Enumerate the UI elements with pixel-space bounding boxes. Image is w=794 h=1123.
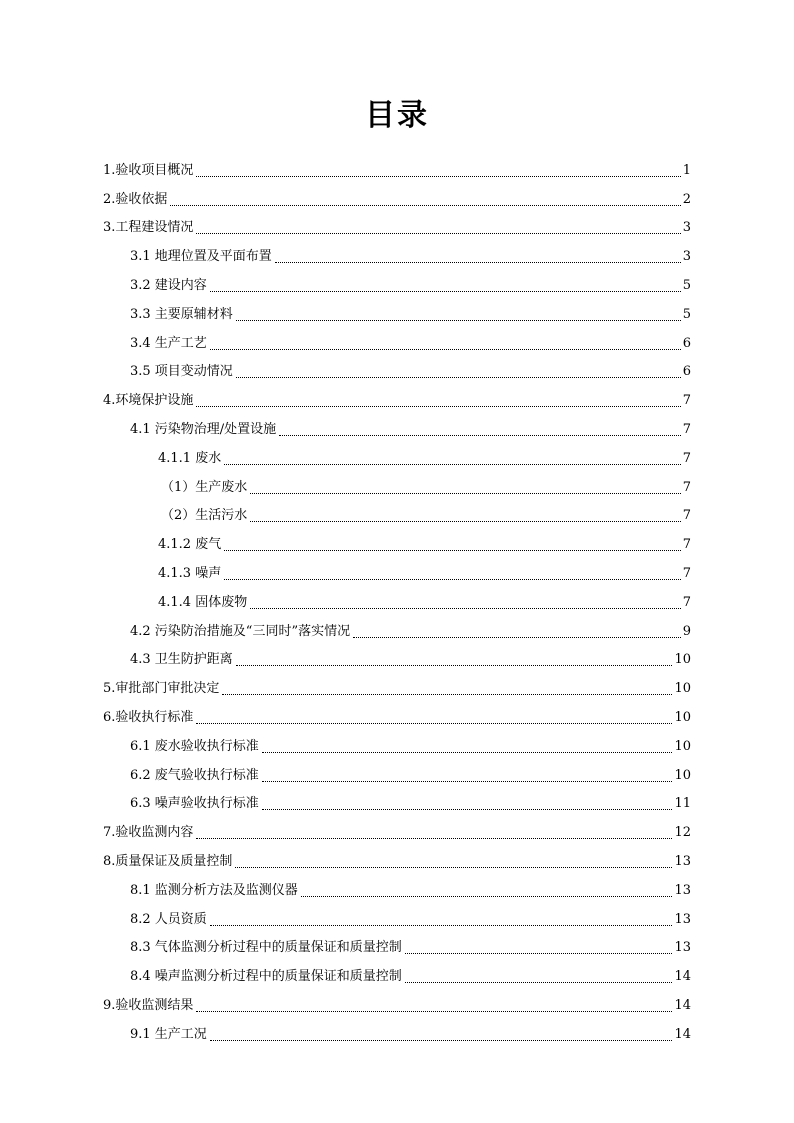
toc-dot-leader: [196, 722, 672, 724]
toc-dot-leader: [210, 924, 673, 926]
toc-entry-page-number: 7: [682, 508, 691, 524]
toc-dot-leader: [250, 607, 681, 609]
toc-entry-page-number: 5: [682, 306, 691, 322]
toc-entry[interactable]: [103, 959, 691, 988]
toc-dot-leader: [235, 866, 672, 868]
toc-entry-label: 6.3 噪声验收执行标准: [130, 796, 259, 812]
toc-entry-label: （1）生产废水: [161, 479, 248, 495]
toc-entry-label: 6.1 废水验收执行标准: [130, 738, 259, 754]
toc-entry-label: 3.1 地理位置及平面布置: [130, 249, 272, 265]
toc-dot-leader: [236, 376, 681, 378]
toc-dot-leader: [250, 492, 680, 494]
toc-entry-page-number: 7: [682, 565, 691, 581]
toc-entry[interactable]: [103, 153, 691, 182]
toc-entry-label: 4.1.1 废水: [158, 450, 222, 466]
toc-dot-leader: [196, 1010, 672, 1012]
toc-entry-page-number: 13: [674, 853, 691, 869]
toc-entry-page-number: 14: [674, 997, 691, 1013]
toc-entry[interactable]: [103, 988, 691, 1017]
toc-entry-label: 3.2 建设内容: [130, 277, 207, 293]
toc-entry-label: 8.2 人员资质: [130, 911, 207, 927]
toc-dot-leader: [196, 232, 680, 234]
toc-entry-label: 6.2 废气验收执行标准: [130, 767, 259, 783]
toc-entry-page-number: 1: [682, 162, 691, 178]
toc-entry-label: 5.审批部门审批决定: [103, 681, 220, 697]
toc-entry-page-number: 13: [674, 940, 691, 956]
toc-dot-leader: [224, 578, 681, 580]
toc-dot-leader: [262, 780, 673, 782]
toc-entry-label: 8.质量保证及质量控制: [103, 853, 233, 869]
toc-dot-leader: [301, 895, 673, 897]
toc-entry-page-number: 6: [682, 335, 691, 351]
toc-entry[interactable]: [103, 815, 691, 844]
toc-entry-label: 8.3 气体监测分析过程中的质量保证和质量控制: [130, 940, 402, 956]
toc-entry-page-number: 14: [674, 1026, 691, 1042]
toc-entry-label: 6.验收执行标准: [103, 709, 194, 725]
toc-entry[interactable]: [103, 585, 691, 614]
toc-entry-label: 3.5 项目变动情况: [130, 364, 233, 380]
toc-entry[interactable]: [103, 441, 691, 470]
toc-dot-leader: [236, 664, 673, 666]
toc-entry-label: 4.1.4 固体废物: [158, 594, 248, 610]
toc-entry[interactable]: [103, 556, 691, 585]
toc-entry-label: 8.1 监测分析方法及监测仪器: [130, 882, 298, 898]
toc-entry-page-number: 10: [674, 652, 691, 668]
toc-entry-page-number: 7: [682, 421, 691, 437]
toc-entry-page-number: 12: [674, 825, 691, 841]
toc-dot-leader: [210, 348, 681, 350]
toc-entry-label: 1.验收项目概况: [103, 162, 194, 178]
toc-dot-leader: [222, 693, 672, 695]
toc-dot-leader: [405, 981, 673, 983]
toc-entry-label: 3.4 生产工艺: [130, 335, 207, 351]
toc-entry-label: 3.工程建设情况: [103, 220, 194, 236]
toc-entry-label: 4.环境保护设施: [103, 393, 194, 409]
toc-entry-label: 7.验收监测内容: [103, 825, 194, 841]
toc-entry-page-number: 7: [682, 450, 691, 466]
toc-entry-page-number: 7: [682, 393, 691, 409]
toc-entry[interactable]: [103, 182, 691, 211]
toc-entry[interactable]: [103, 700, 691, 729]
toc-entry[interactable]: [103, 758, 691, 787]
toc-entry-page-number: 3: [682, 220, 691, 236]
toc-dot-leader: [353, 636, 681, 638]
toc-entry-label: 4.1.2 废气: [158, 537, 222, 553]
toc-entry-label: 4.1.3 噪声: [158, 565, 222, 581]
toc-entry-page-number: 10: [674, 738, 691, 754]
toc-entry[interactable]: [103, 297, 691, 326]
toc-entry[interactable]: [103, 239, 691, 268]
toc-entry-label: 4.1 污染物治理/处置设施: [130, 421, 277, 437]
toc-dot-leader: [262, 808, 673, 810]
toc-entry-page-number: 9: [682, 623, 691, 639]
toc-entry[interactable]: [103, 643, 691, 672]
toc-entry-page-number: 7: [682, 537, 691, 553]
toc-entry[interactable]: [103, 355, 691, 384]
toc-dot-leader: [236, 319, 681, 321]
toc-entry-page-number: 7: [682, 594, 691, 610]
toc-entry[interactable]: [103, 326, 691, 355]
toc-entry-label: 9.验收监测结果: [103, 997, 194, 1013]
toc-dot-leader: [196, 405, 680, 407]
toc-entry-label: 3.3 主要原辅材料: [130, 306, 233, 322]
toc-entry-page-number: 10: [674, 767, 691, 783]
toc-entry-page-number: 10: [674, 709, 691, 725]
toc-dot-leader: [196, 175, 680, 177]
toc-entry-label: 4.2 污染防治措施及“三同时”落实情况: [130, 623, 351, 639]
toc-dot-leader: [224, 549, 681, 551]
toc-dot-leader: [196, 837, 672, 839]
toc-entry-label: 4.3 卫生防护距离: [130, 652, 233, 668]
table-of-contents: [103, 153, 691, 1046]
toc-dot-leader: [275, 261, 681, 263]
toc-entry-page-number: 11: [674, 796, 691, 812]
toc-entry[interactable]: [103, 902, 691, 931]
toc-entry[interactable]: [103, 470, 691, 499]
toc-entry-page-number: 3: [682, 249, 691, 265]
toc-dot-leader: [262, 751, 673, 753]
toc-entry[interactable]: [103, 787, 691, 816]
toc-entry-page-number: 14: [674, 969, 691, 985]
toc-dot-leader: [224, 463, 681, 465]
toc-entry-label: （2）生活污水: [161, 508, 248, 524]
toc-dot-leader: [170, 204, 680, 206]
toc-dot-leader: [250, 520, 680, 522]
toc-dot-leader: [210, 1039, 673, 1041]
toc-entry-page-number: 7: [682, 479, 691, 495]
toc-entry-page-number: 13: [674, 882, 691, 898]
toc-entry-page-number: 10: [674, 681, 691, 697]
toc-entry[interactable]: [103, 527, 691, 556]
toc-dot-leader: [405, 952, 673, 954]
toc-entry-page-number: 2: [682, 191, 691, 207]
page-title: 目录: [365, 98, 429, 133]
toc-entry-label: 9.1 生产工况: [130, 1026, 207, 1042]
toc-entry-page-number: 6: [682, 364, 691, 380]
toc-entry[interactable]: [103, 729, 691, 758]
toc-entry[interactable]: [103, 383, 691, 412]
toc-entry[interactable]: [103, 873, 691, 902]
toc-entry[interactable]: [103, 1017, 691, 1046]
toc-entry[interactable]: [103, 412, 691, 441]
toc-entry[interactable]: [103, 844, 691, 873]
toc-entry[interactable]: [103, 614, 691, 643]
toc-entry[interactable]: [103, 931, 691, 960]
toc-dot-leader: [279, 434, 681, 436]
toc-entry-label: 8.4 噪声监测分析过程中的质量保证和质量控制: [130, 969, 402, 985]
toc-dot-leader: [210, 290, 681, 292]
toc-entry-page-number: 13: [674, 911, 691, 927]
toc-entry-page-number: 5: [682, 277, 691, 293]
toc-entry-label: 2.验收依据: [103, 191, 168, 207]
toc-entry[interactable]: [103, 671, 691, 700]
toc-entry[interactable]: [103, 499, 691, 528]
toc-entry[interactable]: [103, 268, 691, 297]
toc-entry[interactable]: [103, 211, 691, 240]
